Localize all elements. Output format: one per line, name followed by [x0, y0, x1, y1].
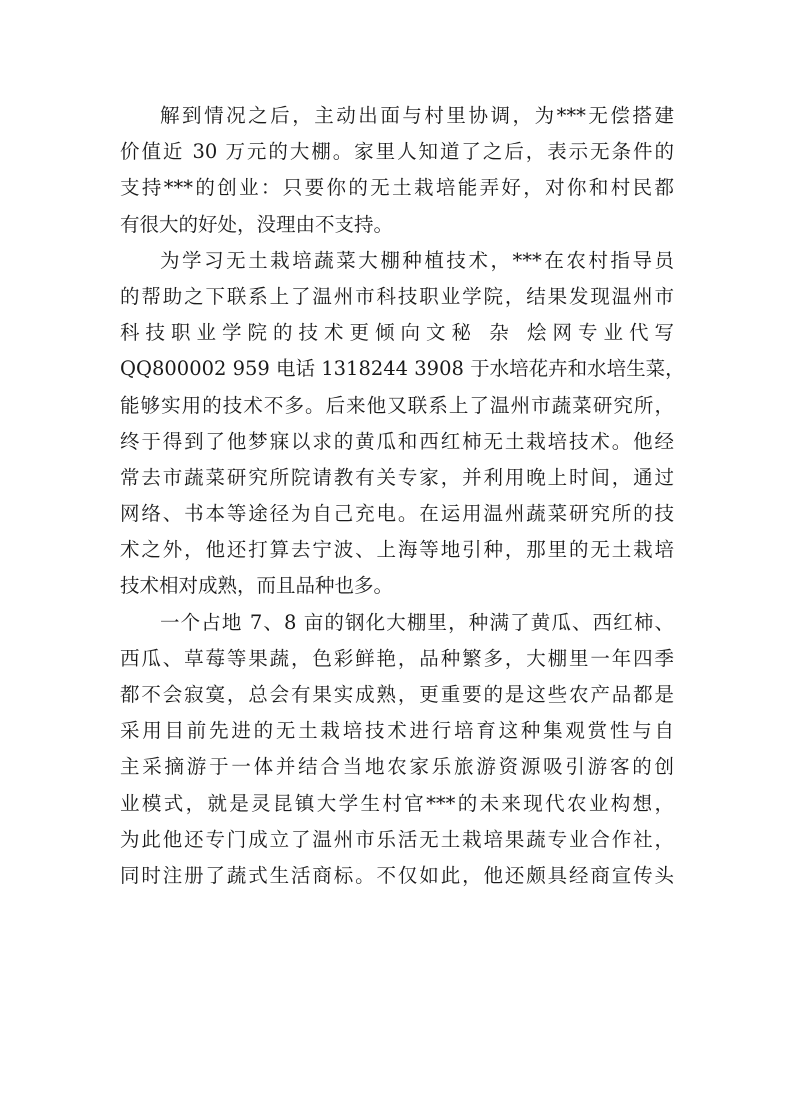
text-line: QQ800002 959 电话 1318244 3908 于水培花卉和水培生菜， — [120, 357, 685, 381]
text-line: 采用目前先进的无土栽培技术进行培育这种集观赏性与自 — [120, 719, 674, 743]
text-line: 都不会寂寞，总会有果实成熟，更重要的是这些农产品都是 — [120, 683, 674, 706]
text-line: 终于得到了他梦寐以求的黄瓜和西红柿无土栽培技术。他经 — [120, 429, 674, 453]
text-line: 为此他还专门成立了温州市乐活无土栽培果蔬专业合作社， — [120, 827, 674, 851]
text-line: 能够实用的技术不多。后来他又联系上了温州市蔬菜研究所， — [120, 393, 674, 417]
paragraph-3 — [120, 605, 674, 895]
text-line: 支持***的创业：只要你的无土栽培能弄好，对你和村民都 — [120, 176, 674, 200]
text-line: 科技职业学院的技术更倾向文秘 杂 烩网专业代写 — [120, 321, 674, 345]
text-line: 解到情况之后，主动出面与村里协调，为***无偿搭建 — [160, 104, 674, 127]
text-line: 业模式，就是灵昆镇大学生村官***的未来现代农业构想， — [120, 791, 674, 815]
text-line: 同时注册了蔬式生活商标。不仅如此，他还颇具经商宣传头 — [120, 863, 674, 887]
text-line: 价值近 30 万元的大棚。家里人知道了之后，表示无条件的 — [120, 140, 674, 164]
text-line: 常去市蔬菜研究所院请教有关专家，并利用晚上时间，通过 — [120, 465, 674, 489]
text-line: 的帮助之下联系上了温州市科技职业学院，结果发现温州市 — [120, 284, 674, 308]
text-line: 网络、书本等途径为自己充电。在运用温州蔬菜研究所的技 — [120, 502, 674, 526]
text-line: 西瓜、草莓等果蔬，色彩鲜艳，品种繁多，大棚里一年四季 — [120, 646, 674, 670]
text-line: 术之外，他还打算去宁波、上海等地引种，那里的无土栽培 — [120, 538, 674, 562]
text-line: 有很大的好处，没理由不支持。 — [120, 212, 394, 236]
document-body — [120, 98, 685, 894]
text-line: 主采摘游于一体并结合当地农家乐旅游资源吸引游客的创 — [120, 755, 674, 779]
paragraph-1 — [120, 98, 674, 243]
text-line: 一个占地 7、8 亩的钢化大棚里，种满了黄瓜、西红柿、 — [160, 610, 674, 634]
text-line: 为学习无土栽培蔬菜大棚种植技术，***在农村指导员 — [160, 248, 674, 272]
text-line: 技术相对成熟，而且品种也多。 — [120, 574, 394, 598]
paragraph-2 — [120, 243, 685, 605]
